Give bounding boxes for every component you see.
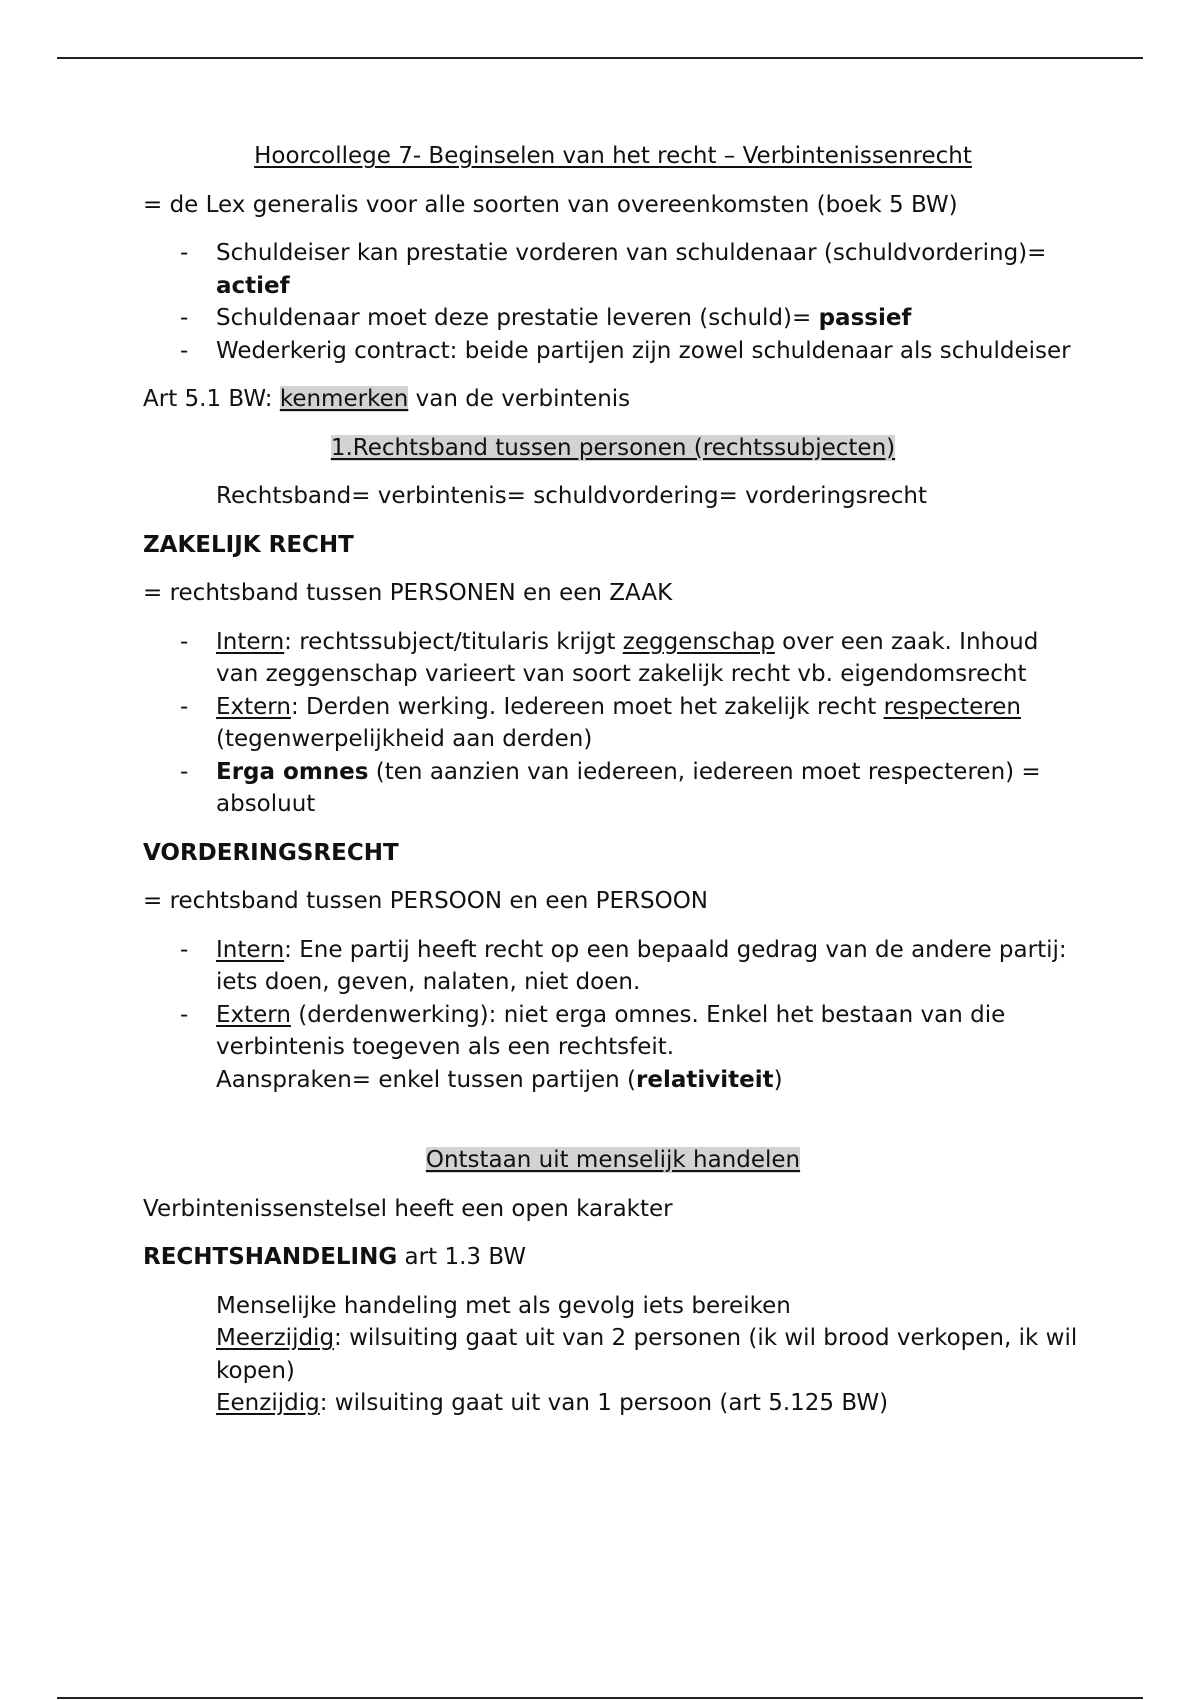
list-item-bold: Erga omnes <box>216 758 369 785</box>
page-title <box>143 140 1083 173</box>
intro-text: = de Lex generalis voor alle soorten van overeenkomsten (boek 5 BW) <box>143 191 958 218</box>
list-item-underline: respecteren <box>883 693 1021 720</box>
section2-title-text: Ontstaan uit menselijk handelen <box>425 1147 801 1173</box>
list-item-text: Aanspraken= enkel tussen partijen ( <box>216 1066 636 1093</box>
list-item-label: Intern <box>216 936 285 963</box>
list-item <box>143 999 1083 1097</box>
list-item-text: ) <box>773 1066 783 1093</box>
list-item-text: : rechtssubject/titularis krijgt <box>284 628 623 655</box>
list-item-text: : Ene partij heeft recht op een bepaald gedrag van de andere partij: iets doen, geven, nalaten, niet doen. <box>216 936 1067 995</box>
list-item <box>143 934 1083 999</box>
meerzijdig-label: Meerzijdig <box>216 1325 335 1351</box>
section1-line: Rechtsband= verbintenis= schuldvordering= vorderingsrecht <box>216 483 927 509</box>
open-karakter-line: Verbintenissenstelsel heeft een open karakter <box>143 1195 673 1222</box>
list-item <box>143 691 1083 756</box>
eenzijdig-label: Eenzijdig <box>216 1390 320 1416</box>
article-highlight: kenmerken <box>279 386 409 412</box>
list-item <box>143 756 1083 821</box>
list-item-bold: passief <box>818 305 912 331</box>
list-item-text: (tegenwerpelijkheid aan derden) <box>216 726 593 752</box>
list-item-label: Intern <box>216 628 285 655</box>
section2-title <box>143 1144 1083 1177</box>
list-item <box>143 302 1083 335</box>
list-item-underline: zeggenschap <box>622 628 775 655</box>
list-item-text: (ten aanzien van iedereen, iedereen moet respecteren) = absoluut <box>216 758 1041 817</box>
list-item-label: Extern <box>216 693 291 720</box>
list-item-bold: relativiteit <box>636 1066 774 1093</box>
list-item-label: Extern <box>216 1001 291 1028</box>
vordering-list <box>143 934 1083 1097</box>
rechtshandeling-heading-bold: RECHTSHANDELING <box>143 1244 398 1270</box>
rechtshandeling-block <box>143 1290 1083 1420</box>
article-prefix: Art 5.1 BW: <box>143 386 280 412</box>
meerzijdig-text: : wilsuiting gaat uit van 2 personen (ik wil brood verkopen, ik wil kopen) <box>216 1325 1078 1384</box>
list-item-text: : Derden werking. Iedereen moet het zakelijk recht <box>290 693 884 720</box>
vordering-definition: = rechtsband tussen PERSOON en een PERSOON <box>143 888 709 914</box>
article-suffix: van de verbintenis <box>408 386 631 412</box>
footer-rule <box>57 1697 1143 1699</box>
list-item-text: Wederkerig contract: beide partijen zijn zowel schuldenaar als schuldeiser <box>216 337 1071 364</box>
rechtshandeling-heading-suffix: art 1.3 BW <box>397 1244 527 1270</box>
list-item-text: Schuldeiser kan prestatie vorderen van schuldenaar (schuldvordering)= <box>216 240 1047 266</box>
list-item <box>143 335 1083 368</box>
list-item-text: (derdenwerking): niet erga omnes. Enkel het bestaan van die verbintenis toegeven als een rechtsfeit. <box>216 1001 1006 1060</box>
list-item-bold: actief <box>216 272 290 299</box>
intro-list <box>143 237 1083 367</box>
vordering-heading: VORDERINGSRECHT <box>143 839 399 866</box>
list-item-text: over een zaak. Inhoud van zeggenschap varieert van soort zakelijk recht vb. eigendomsrecht <box>216 628 1039 687</box>
eenzijdig-text: : wilsuiting gaat uit van 1 persoon (art 5.125 BW) <box>319 1390 889 1416</box>
zakelijk-definition: = rechtsband tussen PERSONEN en een ZAAK <box>143 580 673 606</box>
meerzijdig-line <box>216 1322 1083 1387</box>
section1-title <box>143 432 1083 465</box>
eenzijdig-line <box>216 1387 1083 1420</box>
section1-title-text: 1.Rechtsband tussen personen (rechtssubjecten) <box>330 434 896 461</box>
page-title-text: Hoorcollege 7- Beginselen van het recht – Verbintenissenrecht <box>254 143 972 169</box>
list-item-text: Schuldenaar moet deze prestatie leveren (schuld)= <box>216 305 819 331</box>
list-item <box>143 626 1083 691</box>
header-rule <box>57 57 1143 59</box>
rechtshandeling-line: Menselijke handeling met als gevolg iets bereiken <box>216 1292 791 1319</box>
document-page <box>143 140 1083 1420</box>
rechtshandeling-heading <box>143 1241 1083 1274</box>
zakelijk-list <box>143 626 1083 821</box>
zakelijk-heading: ZAKELIJK RECHT <box>143 531 354 558</box>
list-item <box>143 237 1083 302</box>
article-line <box>143 383 1083 416</box>
